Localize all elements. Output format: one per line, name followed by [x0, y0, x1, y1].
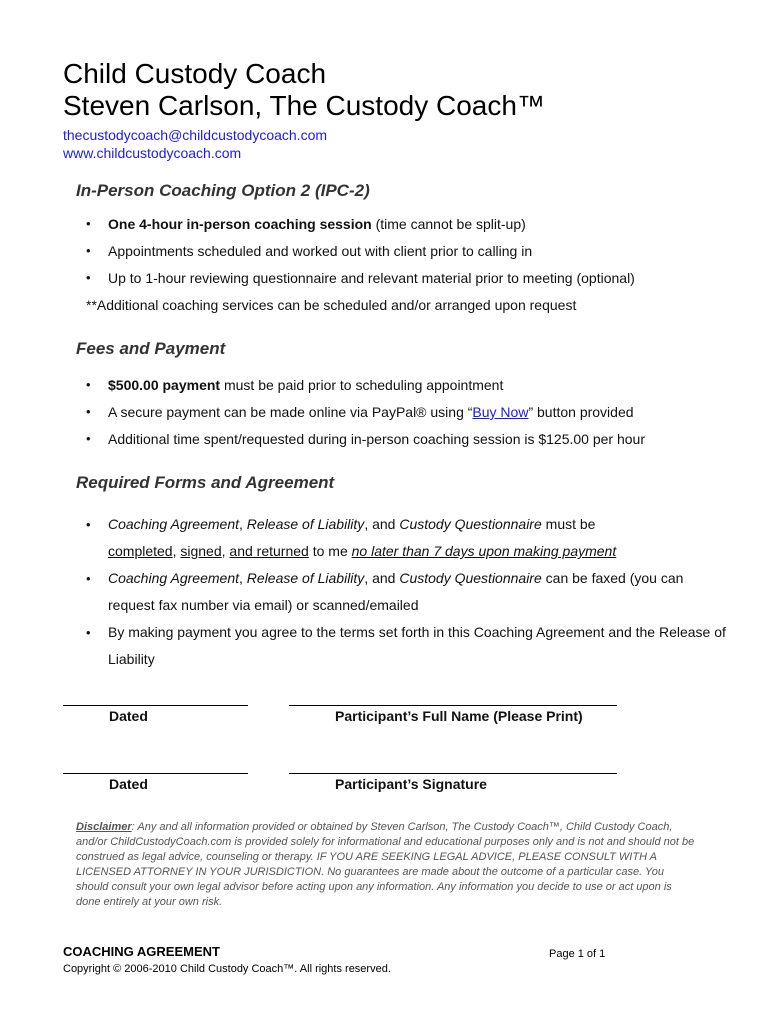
section-heading-ipc: In-Person Coaching Option 2 (IPC-2) [76, 181, 370, 200]
list-item: • By making payment you agree to the terms set forth in this Coaching Agreement and the Release of Liability [86, 619, 726, 673]
section-heading-forms: Required Forms and Agreement [76, 473, 335, 492]
deadline-text: no later than 7 days upon making payment [351, 543, 617, 559]
separator: , [172, 543, 181, 559]
list-item: • Additional time spent/requested during in-person coaching session is $125.00 per hour [86, 431, 726, 458]
separator: , and [364, 516, 400, 532]
completed-text: completed [108, 543, 173, 559]
buy-now-link[interactable]: Buy Now [472, 404, 529, 420]
paypal-text-pre: A secure payment can be made online via PayPal® using “ [108, 404, 473, 420]
page-number: Page 1 of 1 [549, 948, 606, 960]
list-item [86, 565, 726, 619]
list-item [86, 216, 726, 243]
disclaimer-text: : Any and all information provided or obtained by Steven Carlson, The Custody Coach™, Child Custody Coach, and/or ChildCustodyCoach.com is provided solely for informational and educational purposes only and is not and should not be construed as legal advice, counseling or therapy. IF YOU ARE SEEKING LEGAL ADVICE, PLEASE CONSULT WITH A LICENSED ATTORNEY IN YOUR JURISDICTION. No guarantees are made about the outcome of a particular case. You should consult your own legal advisor before acting upon any information. Any information you decide to use or act upon is done entirely at your own risk. [76, 821, 695, 908]
dated-line-2[interactable] [63, 773, 248, 774]
separator: , [239, 570, 247, 586]
separator: , [221, 543, 230, 559]
session-length: One 4-hour in-person coaching session [108, 216, 372, 232]
list-item: • Appointments scheduled and worked out with client prior to calling in [86, 243, 726, 270]
payment-condition: must be paid prior to scheduling appointment [220, 377, 504, 393]
separator: , [239, 516, 247, 532]
doc-coaching-agreement: Coaching Agreement [108, 516, 240, 532]
full-name-line[interactable] [289, 705, 617, 706]
forms-list [86, 511, 726, 673]
footer-copyright: Copyright © 2006-2010 Child Custody Coach™. All rights reserved. [63, 963, 391, 975]
ipc-list [86, 216, 726, 297]
paypal-text-post: ” button provided [528, 404, 634, 420]
document-title: Child Custody Coach [63, 58, 327, 89]
document-subtitle: Steven Carlson, The Custody Coach™ [63, 90, 545, 121]
session-note: (time cannot be split-up) [371, 216, 526, 232]
document-header [63, 58, 545, 162]
full-name-label: Participant’s Full Name (Please Print) [335, 708, 583, 724]
must-be-text: must be [541, 516, 596, 532]
signature-label: Participant’s Signature [335, 776, 487, 792]
contact-website[interactable]: www.childcustodycoach.com [63, 145, 242, 161]
additional-services-note: **Additional coaching services can be scheduled and/or arranged upon request [86, 297, 577, 313]
contact-email[interactable]: thecustodycoach@childcustodycoach.com [63, 127, 328, 143]
signature-line[interactable] [289, 773, 617, 774]
dated-label-1: Dated [109, 708, 148, 724]
returned-text: and returned [229, 543, 309, 559]
fees-list [86, 377, 726, 458]
signed-text: signed [180, 543, 222, 559]
dated-label-2: Dated [109, 776, 148, 792]
list-item [86, 404, 726, 431]
to-me-text: to me [308, 543, 352, 559]
payment-amount: $500.00 payment [108, 377, 221, 393]
disclaimer-label: Disclaimer [76, 821, 132, 833]
doc-coaching-agreement: Coaching Agreement [108, 570, 240, 586]
separator: , and [364, 570, 400, 586]
list-item [86, 377, 726, 404]
list-item: • Up to 1-hour reviewing questionnaire and relevant material prior to meeting (optional) [86, 270, 726, 297]
doc-custody-questionnaire: Custody Questionnaire [399, 516, 542, 532]
section-heading-fees: Fees and Payment [76, 339, 226, 358]
doc-custody-questionnaire: Custody Questionnaire [399, 570, 542, 586]
doc-release-of-liability: Release of Liability [246, 570, 365, 586]
fax-text: can be faxed (you can request fax number via email) or scanned/emailed [108, 570, 684, 613]
footer-title: COACHING AGREEMENT [63, 944, 220, 959]
disclaimer [76, 820, 696, 910]
doc-release-of-liability: Release of Liability [246, 516, 365, 532]
list-item [86, 511, 726, 565]
dated-line-1[interactable] [63, 705, 248, 706]
